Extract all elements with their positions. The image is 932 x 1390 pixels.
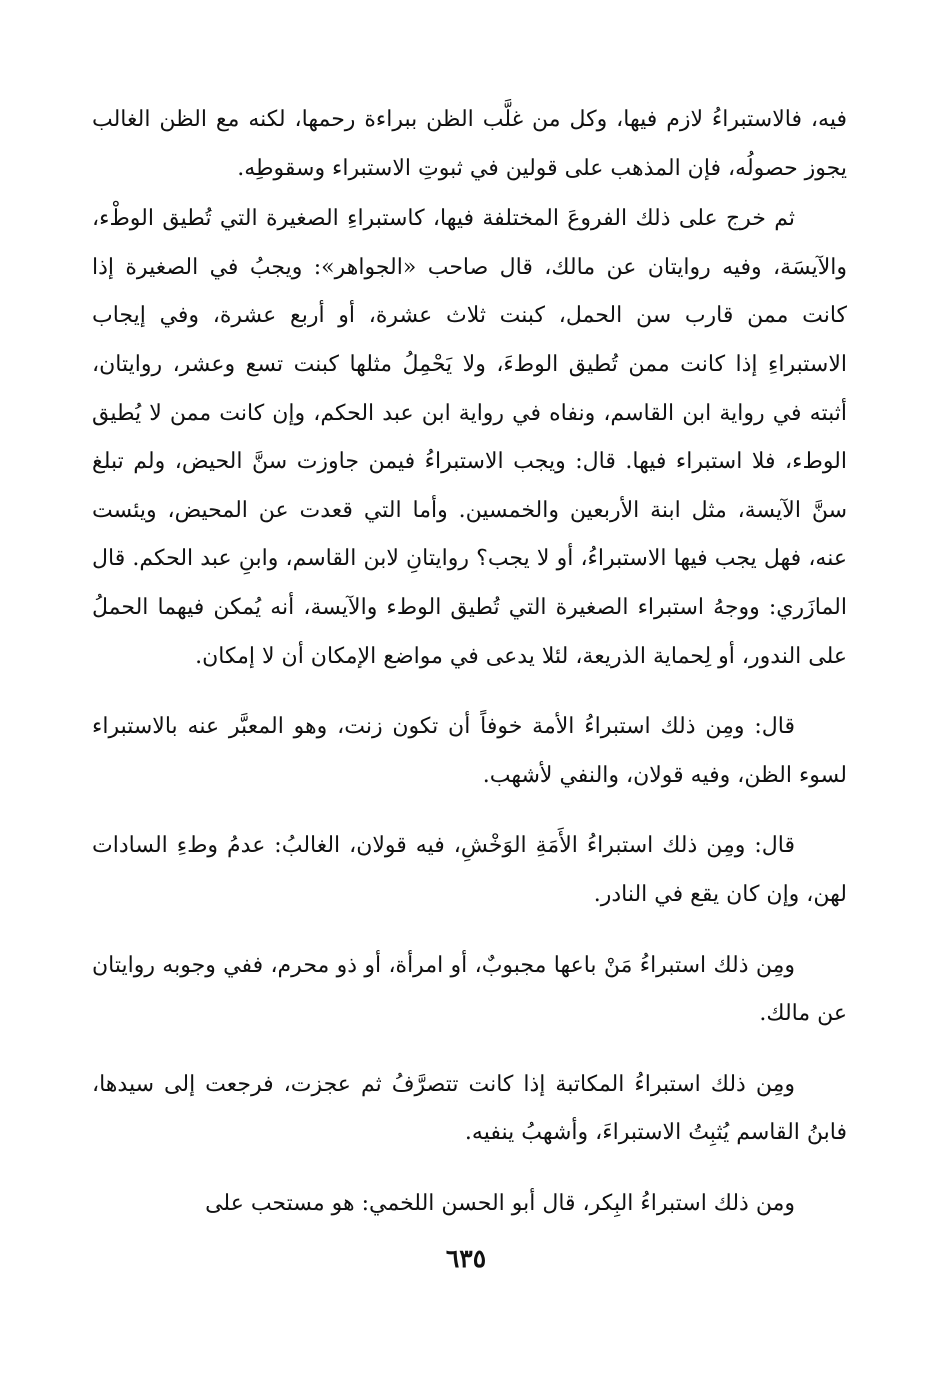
paragraph-5: ومِن ذلك استبراءُ مَنْ باعها مجبوبٌ، أو امرأة، أو ذو محرم، ففي وجوبه روايتان عن مالك. bbox=[92, 952, 847, 1027]
paragraph-7: ومن ذلك استبراءُ البِكر، قال أبو الحسن اللخمي: هو مستحب على bbox=[205, 1190, 795, 1216]
page-number: ٦٣٥ bbox=[445, 1244, 487, 1273]
paragraph-4: قال: ومِن ذلك استبراءُ الأَمَةِ الوَخْشِ، فيه قولان، الغالبُ: عدمُ وطءِ السادات لهن، وإن كان يقع في النادر. bbox=[92, 833, 847, 907]
paragraph-2: ثم خرج على ذلك الفروعَ المختلفة فيها، كاستبراءِ الصغيرة التي تُطيق الوطْء، والآيسَة، وفيه روايتان عن مالك، قال صاحب «الجواهر»: ويجبُ في الصغيرة إذا كانت ممن قارب سن الحمل، كبنت ثلاث عشرة، أو أربع عشرة، وفي إيجاب الاستبراءِ إذا كانت ممن تُطيق الوطءَ، ولا يَحْمِلُ مثلها كبنت تسع وعشر، روايتان، أثبته في رواية ابن القاسم، ونفاه في رواية ابن عبد الحكم، وإن كانت ممن لا يُطيق الوطء، فلا استبراء فيها. قال: ويجب الاستبراءُ فيمن جاوزت سنَّ الحيض، ولم تبلغ سنَّ الآيسة، مثل ابنة الأربعين والخمسين. وأما التي قعدت عن المحيض، ويئست عنه، فهل يجب فيها الاستبراءُ، أو لا يجب؟ روايتانِ لابن القاسم، وابنِ عبد الحكم. قال المازَري: ووجهُ استبراء الصغيرة التي تُطيق الوطء والآيسة، أنه يُمكن فيهما الحملُ على الندور، أو لِحماية الذريعة، لئلا يدعى في مواضع الإمكان أن لا إمكان. bbox=[92, 206, 847, 669]
paragraph-6: ومِن ذلك استبراءُ المكاتبة إذا كانت تتصرَّفُ ثم عجزت، فرجعت إلى سيدها، فابنُ القاسم يُثبِتُ الاستبراءَ، وأشهبُ ينفيه. bbox=[92, 1071, 847, 1146]
paragraph-1: فيه، فالاستبراءُ لازم فيها، وكل من غلَّب الظن ببراءة رحمها، لكنه مع الظن الغالب يجوز حصولُه، فإن المذهب على قولين في ثبوتِ الاستبراء وسقوطِه. bbox=[92, 107, 847, 181]
page-body bbox=[92, 96, 847, 1228]
paragraph-3: قال: ومِن ذلك استبراءُ الأمة خوفاً أن تكون زنت، وهو المعبَّر عنه بالاستبراء لسوء الظن، وفيه قولان، والنفي لأشهب. bbox=[92, 714, 847, 788]
